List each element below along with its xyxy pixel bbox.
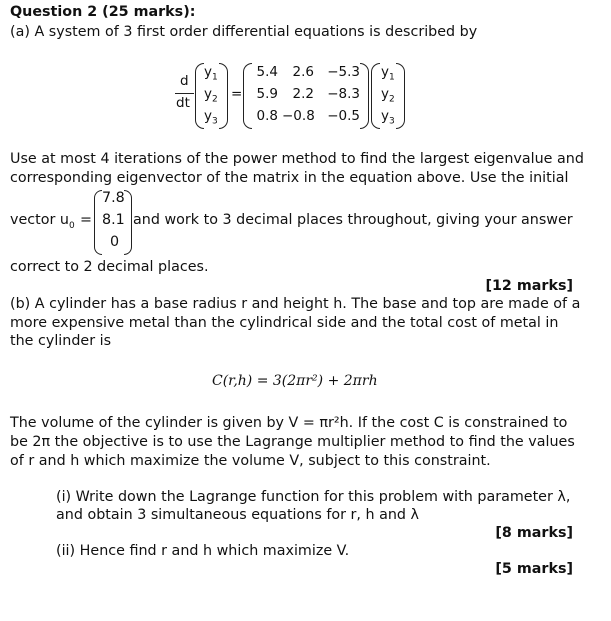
matrix-close-paren	[360, 63, 369, 129]
equals-sign: =	[231, 86, 243, 102]
matrix-cell: 0.8	[256, 108, 278, 124]
y2-right: $y_2$	[381, 86, 395, 105]
part-b-line-1: (b) A cylinder has a base radius r and height h. The base and top are made of a	[10, 296, 581, 312]
sub-question-ii: (ii) Hence find r and h which maximize V.	[56, 543, 350, 559]
u0-open-paren	[94, 190, 102, 255]
deriv-denominator: dt	[176, 95, 190, 111]
deriv-numerator: d	[180, 73, 189, 89]
matrix-cell: 5.9	[256, 86, 278, 102]
volume-line-2: be 2π the objective is to use the Lagrange multiplier method to find the values	[10, 434, 575, 450]
y1-right: $y_1$	[381, 64, 395, 83]
matrix-cell: 2.6	[292, 64, 314, 80]
instruction-line-2: corresponding eigenvector of the matrix in the equation above. Use the initial	[10, 170, 569, 186]
part-a-marks: [12 marks]	[485, 278, 573, 294]
part-b-line-2: more expensive metal than the cylindrical side and the total cost of metal in	[10, 315, 559, 331]
instruction-end: correct to 2 decimal places.	[10, 259, 209, 275]
sub-question-i-marks: [8 marks]	[495, 525, 573, 541]
right-vector-close-paren	[396, 63, 405, 129]
volume-line-3: of r and h which maximize the volume V, subject to this constraint.	[10, 453, 491, 469]
y1-left: $y_1$	[204, 64, 218, 83]
cost-formula: C(r,h) = 3(2πr²) + 2πrh	[212, 373, 378, 389]
vector-tail-text: and work to 3 decimal places throughout, giving your answer	[133, 212, 573, 228]
u0-entry: 8.1	[102, 212, 125, 228]
matrix-cell: −5.3	[327, 64, 360, 80]
y3-right: $y_3$	[381, 108, 395, 127]
sub-question-ii-marks: [5 marks]	[495, 561, 573, 577]
matrix-cell: −0.5	[327, 108, 360, 124]
matrix-cell: −8.3	[327, 86, 360, 102]
volume-line-1: The volume of the cylinder is given by V = πr²h. If the cost C is constrained to	[10, 415, 568, 431]
y3-left: $y_3$	[204, 108, 218, 127]
sub-question-i-line-1: (i) Write down the Lagrange function for this problem with parameter λ,	[56, 489, 571, 505]
sub-question-i-line-2: and obtain 3 simultaneous equations for r, h and λ	[56, 507, 420, 523]
u0-entry: 7.8	[102, 190, 125, 206]
u0-close-paren	[124, 190, 132, 255]
part-b-line-3: the cylinder is	[10, 333, 112, 349]
instruction-line-1: Use at most 4 iterations of the power method to find the largest eigenvalue and	[10, 151, 584, 167]
u0-entry: 0	[110, 234, 120, 250]
left-vector-close-paren	[219, 63, 228, 129]
matrix-cell: −0.8	[282, 108, 315, 124]
vector-equals: =	[80, 212, 92, 228]
matrix-cell: 2.2	[292, 86, 314, 102]
fraction-bar	[175, 93, 194, 94]
question-heading: Question 2 (25 marks):	[10, 4, 196, 20]
part-a-intro: (a) A system of 3 first order differential equations is described by	[10, 24, 478, 40]
left-vector-open-paren	[195, 63, 204, 129]
y2-left: $y_2$	[204, 86, 218, 105]
vector-label: vector $u_0$	[10, 212, 75, 231]
right-vector-open-paren	[371, 63, 380, 129]
matrix-cell: 5.4	[256, 64, 278, 80]
